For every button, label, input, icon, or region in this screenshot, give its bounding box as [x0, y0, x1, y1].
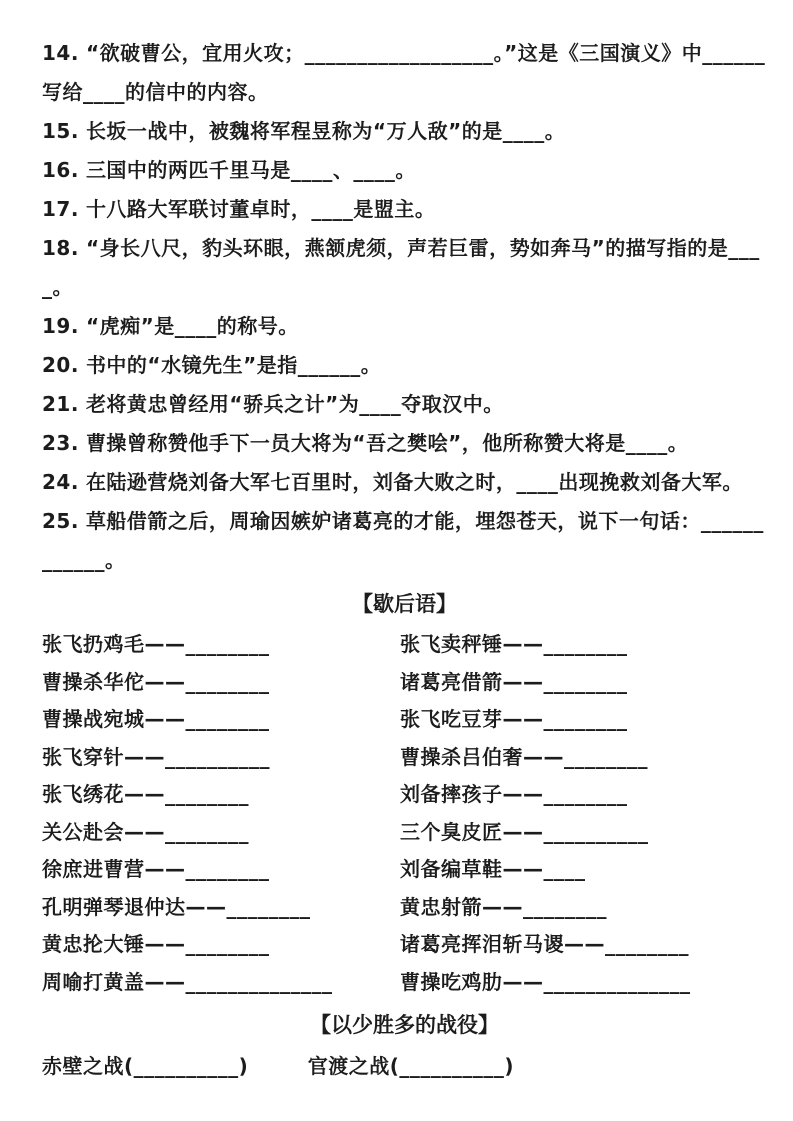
question-text: 草船借箭之后，周瑜因嫉妒诸葛亮的才能，埋怨苍天，说下一句话：____________。 [42, 509, 764, 572]
question-item [42, 463, 767, 502]
battles-line [42, 1045, 767, 1087]
question-text: “虎痴”是____的称号。 [85, 314, 299, 338]
question-number: 23. [42, 431, 79, 455]
question-item [42, 307, 767, 346]
question-text: 书中的“水镜先生”是指______。 [85, 353, 382, 377]
question-number: 20. [42, 353, 79, 377]
question-item [42, 424, 767, 463]
question-text: 在陆逊营烧刘备大军七百里时，刘备大败之时，____出现挽救刘备大军。 [85, 470, 743, 494]
question-number: 21. [42, 392, 79, 416]
xiehouyu-item-left: 黄忠抡大锤——________ [42, 932, 270, 956]
question-text: 老将黄忠曾经用“骄兵之计”为____夺取汉中。 [85, 392, 504, 416]
xiehouyu-item-right: 刘备编草鞋——____ [400, 857, 586, 881]
xiehouyu-item-left: 关公赴会——________ [42, 819, 249, 844]
xiehouyu-item-left: 张飞绣花——________ [42, 782, 249, 806]
question-number: 24. [42, 470, 79, 494]
xiehouyu-item-left: 张飞扔鸡毛——________ [42, 632, 270, 656]
xiehouyu-item-right: 张飞卖秤锤——________ [400, 632, 628, 656]
xiehouyu-item-right: 曹操吃鸡肋——______________ [400, 969, 691, 994]
xiehouyu-item-left: 曹操杀华佗——________ [42, 669, 270, 694]
question-number: 19. [42, 314, 79, 338]
question-number: 15. [42, 119, 79, 143]
question-text: 曹操曾称赞他手下一员大将为“吾之樊哙”，他所称赞大将是____。 [85, 431, 689, 455]
xiehouyu-list [42, 626, 767, 1001]
question-number: 14. [42, 41, 79, 65]
question-text: 长坂一战中，被魏将军程昱称为“万人敌”的是____。 [85, 119, 566, 143]
xiehouyu-item-right: 曹操杀吕伯奢——________ [400, 744, 648, 769]
question-number: 17. [42, 197, 79, 221]
question-number: 18. [42, 236, 79, 260]
question-text: 十八路大军联讨董卓时，____是盟主。 [85, 197, 436, 221]
question-text: 三国中的两匹千里马是____、____。 [85, 158, 416, 182]
question-item [42, 229, 767, 307]
battle-item: 赤壁之战(__________) [42, 1054, 249, 1078]
battles-section-header: 【以少胜多的战役】 [310, 1013, 499, 1037]
xiehouyu-item-left: 曹操战宛城——________ [42, 707, 270, 731]
xiehouyu-item-right: 张飞吃豆芽——________ [400, 707, 628, 731]
questions-list [42, 34, 767, 580]
question-item [42, 502, 767, 580]
question-item [42, 151, 767, 190]
xiehouyu-item-left: 孔明弹琴退仲达——________ [42, 894, 311, 919]
xiehouyu-item-left: 张飞穿针——__________ [42, 744, 270, 769]
question-item [42, 34, 767, 112]
question-text: “身长八尺，豹头环眼，燕颔虎须，声若巨雷，势如奔马”的描写指的是____。 [42, 236, 760, 299]
xiehouyu-item-right: 诸葛亮挥泪斩马谡——________ [400, 932, 689, 956]
battle-item: 官渡之战(__________) [307, 1054, 515, 1078]
xiehouyu-item-left: 徐庶进曹营——________ [42, 857, 270, 881]
question-item [42, 112, 767, 151]
xiehouyu-item-right: 诸葛亮借箭——________ [400, 669, 628, 694]
question-number: 25. [42, 509, 79, 533]
xiehouyu-item-right: 三个臭皮匠——__________ [400, 819, 649, 844]
xiehouyu-item-right: 黄忠射箭——________ [400, 894, 607, 919]
question-item [42, 346, 767, 385]
xiehouyu-item-left: 周喻打黄盖——______________ [42, 969, 333, 994]
question-item [42, 190, 767, 229]
question-number: 16. [42, 158, 79, 182]
question-item [42, 385, 767, 424]
xiehouyu-item-right: 刘备摔孩子——________ [400, 782, 628, 806]
question-text: “欲破曹公，宜用火攻；__________________。”这是《三国演义》中______写给____的信中的内容。 [42, 41, 766, 104]
xiehouyu-section-header: 【歇后语】 [352, 592, 457, 616]
